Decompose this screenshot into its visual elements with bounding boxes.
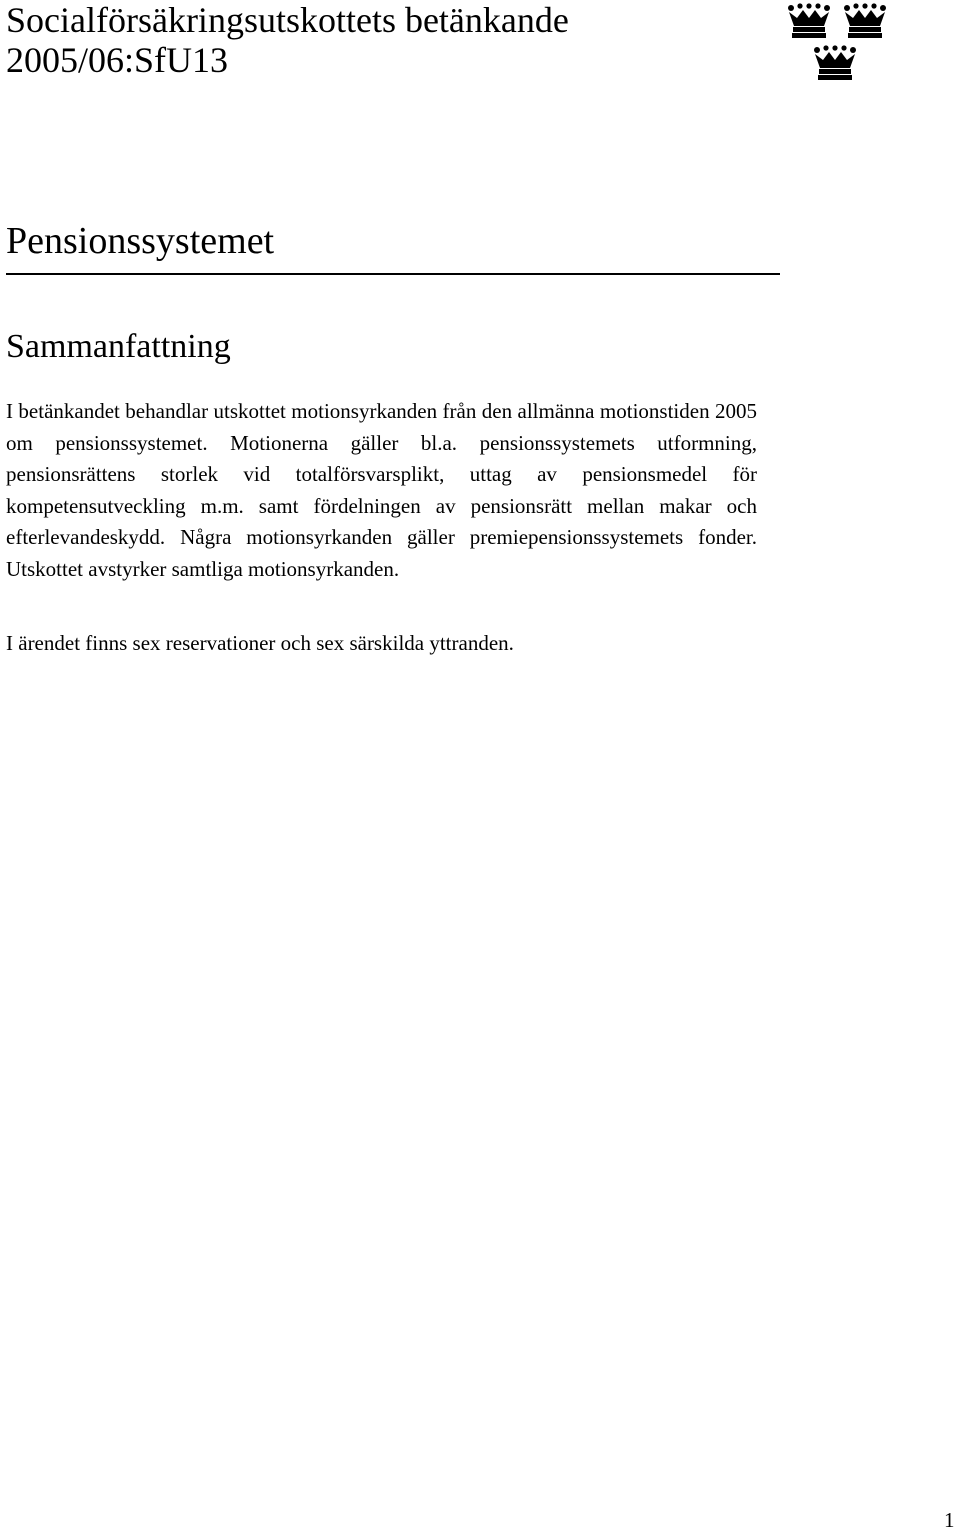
three-crowns-icon (784, 2, 896, 84)
reservations-paragraph: I ärendet finns sex reservationer och sex särskilda yttranden. (6, 631, 514, 655)
summary-paragraph: I betänkandet behandlar utskottet motionsyrkanden från den allmänna motionstiden 2005 om pensionssystemet. Motionerna gäller bl.a. pensionssystemets utformning, pensionsrättens storlek vid totalförsvarsplikt, uttag av pensionsmedel för kompetensutveckling m.m. samt fördelningen av pensionsrätt mellan makar och efterlevandeskydd. Några motionsyrkanden gäller premiepensionssystemets fonder. Utskottet avstyrker samtliga motionsyrkanden. (6, 399, 757, 581)
committee-name: Socialförsäkringsutskottets betänkande (6, 0, 569, 40)
document-title: Pensionssystemet (6, 220, 275, 262)
report-number: 2005/06:SfU13 (6, 40, 229, 80)
committee-report-header (6, 0, 569, 80)
title-divider (6, 273, 780, 275)
section-heading: Sammanfattning (6, 328, 231, 365)
page-number: 1 (944, 1508, 955, 1532)
